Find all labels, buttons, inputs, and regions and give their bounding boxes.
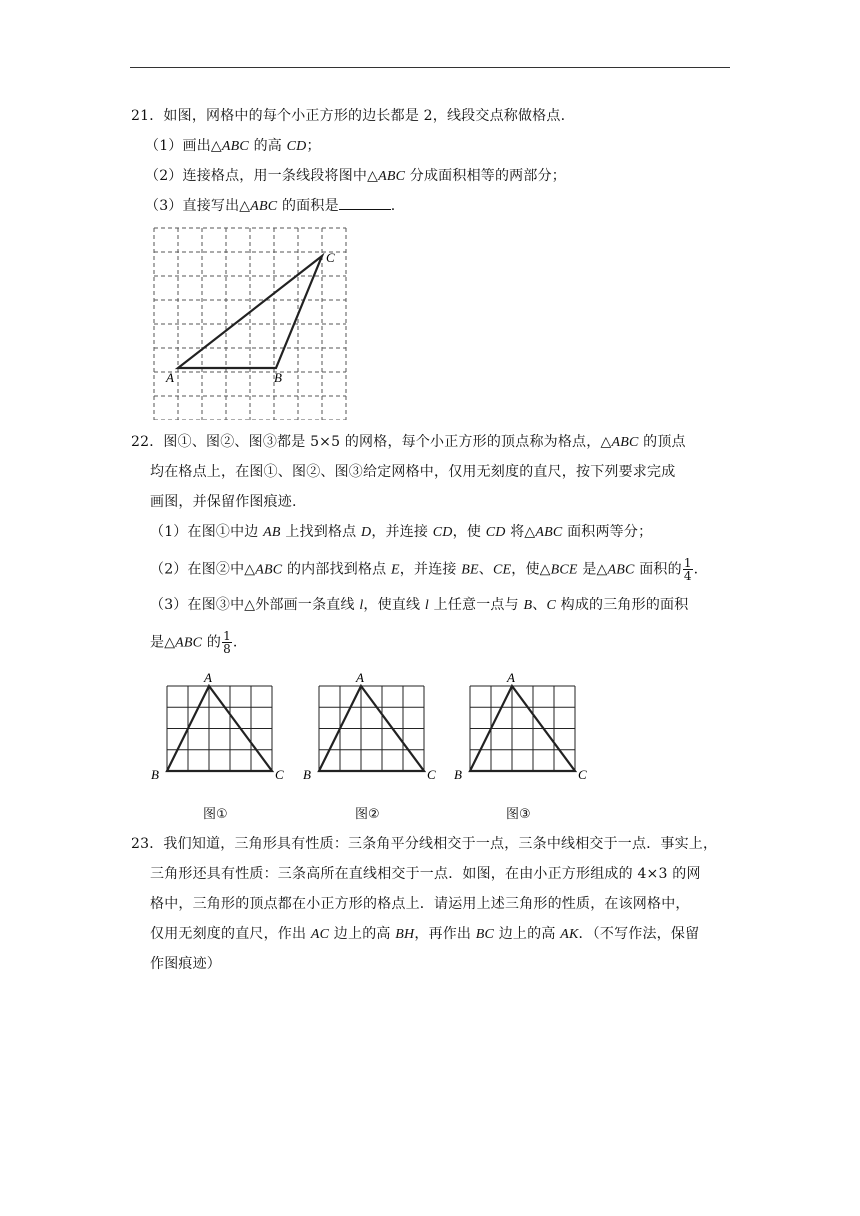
- vertex-c-label: C: [275, 767, 284, 782]
- q21-label-a: A: [166, 370, 174, 385]
- answer-blank[interactable]: [339, 197, 391, 210]
- figure-caption-3: 图③: [506, 807, 531, 822]
- q21-figure: [150, 224, 350, 420]
- vertex-c-label: C: [578, 767, 587, 782]
- vertex-c-label: C: [427, 767, 436, 782]
- q22-figure-3: [451, 670, 593, 795]
- fraction-one-quarter: $\frac{1}{4}$: [683, 556, 692, 583]
- q22-figure-2: [300, 670, 442, 795]
- q22-figure-1: [148, 670, 290, 795]
- header-rule: [130, 67, 730, 68]
- fraction-one-eighth: $\frac{1}{8}$: [223, 629, 231, 656]
- q21-stem: 21．如图，网格中的每个小正方形的边长都是 2，线段交点称做格点.: [131, 108, 566, 124]
- q22-line3: 画图，并保留作图痕迹.: [150, 494, 297, 510]
- vertex-b-label: B: [303, 767, 311, 782]
- vertex-a-label: A: [204, 670, 212, 685]
- q21-part3: （3）直接写出△ABC 的面积是 .: [145, 198, 396, 214]
- q22-part2: （2）在图②中△ABC 的内部找到格点 E，并连接 BE、CE，使△BCE 是△ABC 面积的 $\frac{1}{4}$ .: [150, 556, 699, 583]
- q22-part1: （1）在图①中边 AB 上找到格点 D，并连接 CD，使 CD 将△ABC 面积两等分；: [150, 524, 653, 540]
- q22-line2: 均在格点上，在图①、图②、图③给定网格中，仅用无刻度的直尺，按下列要求完成: [150, 464, 676, 480]
- q21-part1: （1）画出△ABC 的高 CD；: [145, 138, 321, 154]
- vertex-a-label: A: [507, 670, 515, 685]
- vertex-a-label: A: [356, 670, 364, 685]
- q22-part3: （3）在图③中△外部画一条直线 l，使直线 l 上任意一点与 B、C 构成的三角形的面积: [150, 597, 689, 613]
- q21-dashed-grid: [154, 228, 346, 420]
- q23-line1: 23．我们知道，三角形具有性质：三条角平分线相交于一点，三条中线相交于一点．事实上，: [131, 836, 718, 852]
- figure-caption-2: 图②: [355, 807, 380, 822]
- q21-part2: （2）连接格点，用一条线段将图中△ABC 分成面积相等的两部分；: [145, 168, 566, 184]
- q21-label-c: C: [326, 250, 335, 265]
- vertex-b-label: B: [454, 767, 462, 782]
- q22-line1: 22．图①、图②、图③都是 5×5 的网格，每个小正方形的顶点称为格点，△ABC 的顶点: [131, 434, 686, 450]
- q23-line4: 仅用无刻度的直尺，作出 AC 边上的高 BH，再作出 BC 边上的高 AK．（不写作法，保留: [150, 926, 700, 942]
- q23-line5: 作图痕迹）: [150, 956, 221, 972]
- q23-line3: 格中，三角形的顶点都在小正方形的格点上．请运用上述三角形的性质，在该网格中，: [150, 896, 690, 912]
- q21-label-b: B: [274, 370, 282, 385]
- q22-part3-cont: 是△ABC 的 $\frac{1}{8}$ .: [150, 629, 238, 656]
- vertex-b-label: B: [151, 767, 159, 782]
- figure-caption-1: 图①: [203, 807, 228, 822]
- q23-line2: 三角形还具有性质：三条高所在直线相交于一点．如图，在由小正方形组成的 4×3 的网: [150, 866, 701, 882]
